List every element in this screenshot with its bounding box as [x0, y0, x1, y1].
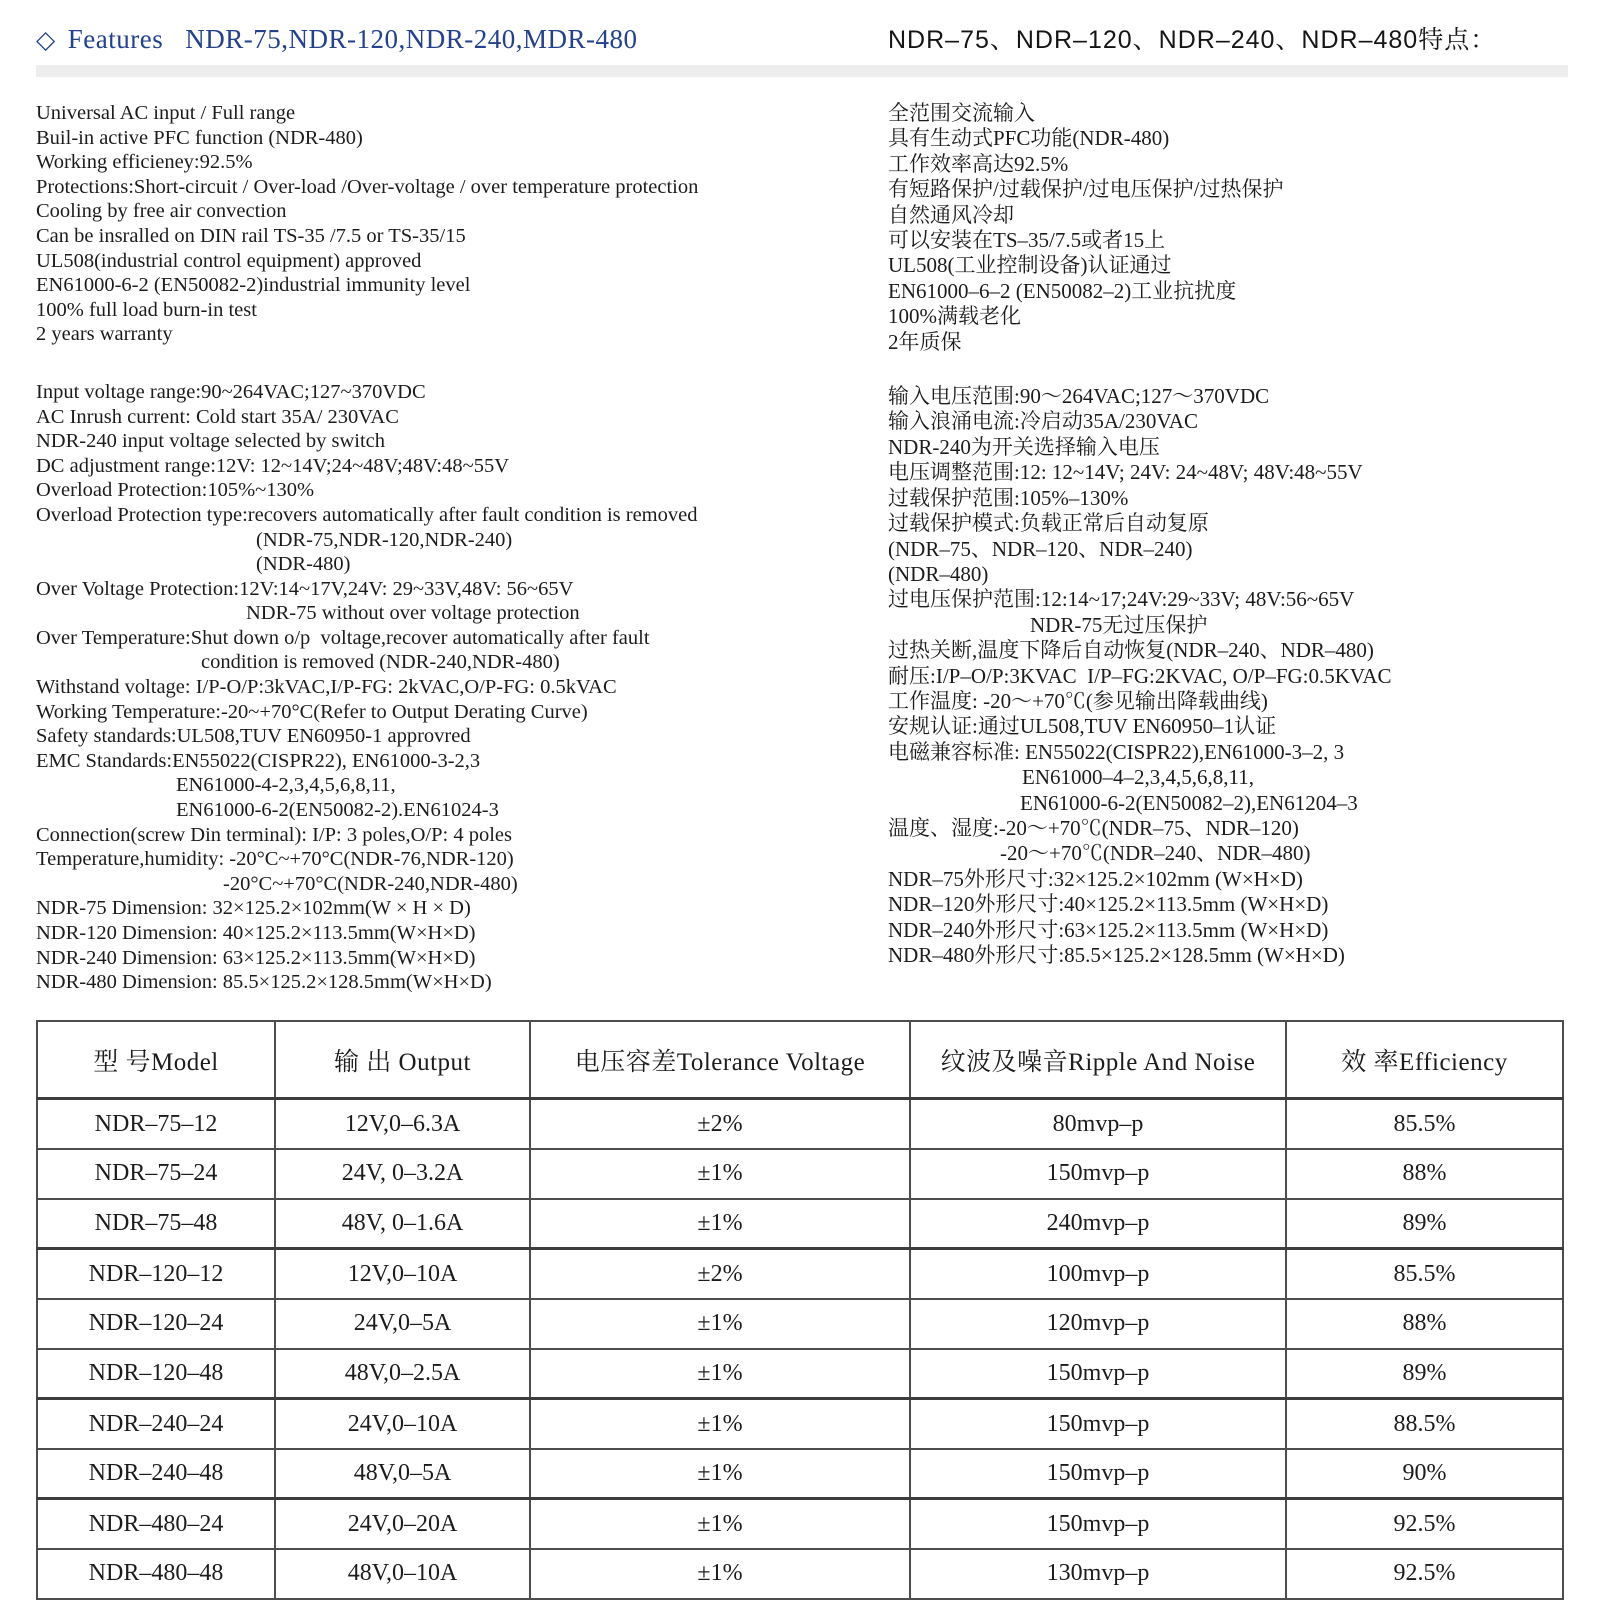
- divider-bar: [36, 65, 1568, 77]
- tolerance-cell: ±2%: [530, 1249, 910, 1299]
- tolerance-cell: ±1%: [530, 1549, 910, 1599]
- ripple-cell: 150mvp–p: [910, 1149, 1286, 1199]
- feature-line: AC Inrush current: Cold start 35A/ 230VAC: [36, 405, 399, 428]
- feature-line: EN61000–6–2 (EN50082–2)工业抗扰度: [888, 278, 1237, 303]
- efficiency-cell: 88%: [1286, 1149, 1563, 1199]
- efficiency-cell: 88%: [1286, 1299, 1563, 1349]
- feature-line: Working Temperature:-20~+70°C(Refer to Output Derating Curve): [36, 700, 588, 723]
- feature-line: (NDR–480): [888, 561, 989, 586]
- feature-line: Overload Protection:105%~130%: [36, 479, 315, 502]
- feature-line: NDR-480 Dimension: 85.5×125.2×128.5mm(W×H×D): [36, 971, 492, 994]
- feature-line: EMC Standards:EN55022(CISPR22), EN61000-3-2,3: [36, 749, 481, 772]
- feature-line: 有短路保护/过载保护/过电压保护/过热保护: [888, 177, 1284, 202]
- output-cell: 48V, 0–1.6A: [275, 1199, 530, 1249]
- feature-line: (NDR-480): [256, 553, 351, 576]
- output-cell: 24V,0–10A: [275, 1399, 530, 1449]
- feature-line: UL508(工业控制设备)认证通过: [888, 253, 1172, 278]
- tolerance-cell: ±1%: [530, 1399, 910, 1449]
- table-row: [37, 1549, 1563, 1599]
- feature-line: Working efficieney:92.5%: [36, 151, 253, 174]
- features-zh-block1: [888, 101, 1580, 355]
- model-cell: NDR–240–48: [37, 1449, 275, 1499]
- feature-line: 全范围交流输入: [888, 101, 1035, 125]
- table-row: [37, 1249, 1563, 1299]
- feature-line: (NDR–75、NDR–120、NDR–240): [888, 536, 1193, 561]
- feature-line: Protections:Short-circuit / Over-load /Over-voltage / over temperature protection: [36, 175, 699, 198]
- feature-line: 安规认证:通过UL508,TUV EN60950–1认证: [888, 714, 1277, 739]
- model-cell: NDR–120–24: [37, 1299, 275, 1349]
- feature-line: Over Temperature:Shut down o/p voltage,recover automatically after fault: [36, 626, 650, 649]
- diamond-icon: ◇: [36, 27, 56, 54]
- feature-line: 过载保护范围:105%–130%: [888, 485, 1129, 510]
- features-en-block2: [36, 380, 888, 995]
- tolerance-cell: ±1%: [530, 1299, 910, 1349]
- ripple-cell: 100mvp–p: [910, 1249, 1286, 1299]
- output-cell: 12V,0–6.3A: [275, 1099, 530, 1149]
- feature-line: Cooling by free air convection: [36, 200, 287, 223]
- feature-line: 100%满载老化: [888, 304, 1021, 329]
- ripple-cell: 150mvp–p: [910, 1349, 1286, 1399]
- model-cell: NDR–480–48: [37, 1549, 275, 1599]
- model-cell: NDR–480–24: [37, 1499, 275, 1549]
- feature-line: -20°C~+70°C(NDR-240,NDR-480): [223, 872, 518, 895]
- feature-line: EN61000–4–2,3,4,5,6,8,11,: [1022, 765, 1254, 790]
- efficiency-cell: 85.5%: [1286, 1099, 1563, 1149]
- feature-line: 温度、湿度:-20～+70℃(NDR–75、NDR–120): [888, 815, 1299, 840]
- model-cell: NDR–75–12: [37, 1099, 275, 1149]
- features-zh-block2: [888, 384, 1580, 968]
- ripple-cell: 150mvp–p: [910, 1449, 1286, 1499]
- model-cell: NDR–120–12: [37, 1249, 275, 1299]
- table-row: [37, 1149, 1563, 1199]
- ripple-cell: 80mvp–p: [910, 1099, 1286, 1149]
- ripple-cell: 150mvp–p: [910, 1399, 1286, 1449]
- feature-line: 工作温度: -20～+70℃(参见输出降载曲线): [888, 688, 1268, 713]
- feature-line: 耐压:I/P–O/P:3KVAC I/P–FG:2KVAC, O/P–FG:0.5KVAC: [888, 663, 1392, 688]
- output-cell: 24V, 0–3.2A: [275, 1149, 530, 1199]
- feature-line: (NDR-75,NDR-120,NDR-240): [256, 528, 513, 551]
- tolerance-cell: ±1%: [530, 1499, 910, 1549]
- feature-columns: [36, 101, 1580, 995]
- table-row: [37, 1499, 1563, 1549]
- feature-line: NDR-75 Dimension: 32×125.2×102mm(W × H × D): [36, 897, 471, 920]
- efficiency-cell: 92.5%: [1286, 1549, 1563, 1599]
- model-list-en: NDR-75,NDR-120,NDR-240,MDR-480: [185, 24, 638, 54]
- feature-line: 电压调整范围:12: 12~14V; 24V: 24~48V; 48V:48~55V: [888, 460, 1363, 485]
- feature-line: Safety standards:UL508,TUV EN60950-1 approvred: [36, 725, 471, 748]
- feature-line: NDR–480外形尺寸:85.5×125.2×128.5mm (W×H×D): [888, 943, 1345, 967]
- feature-line: 输入浪涌电流:冷启动35A/230VAC: [888, 409, 1198, 434]
- features-label: Features: [67, 24, 164, 54]
- feature-line: NDR–240外形尺寸:63×125.2×113.5mm (W×H×D): [888, 917, 1329, 942]
- page-header: [36, 20, 1580, 56]
- feature-line: Input voltage range:90~264VAC;127~370VDC: [36, 380, 426, 403]
- feature-line: EN61000-6-2 (EN50082-2)industrial immunity level: [36, 274, 471, 297]
- output-cell: 24V,0–5A: [275, 1299, 530, 1349]
- tolerance-cell: ±2%: [530, 1099, 910, 1149]
- table-row: [37, 1349, 1563, 1399]
- feature-line: NDR-240为开关选择输入电压: [888, 434, 1160, 459]
- feature-line: -20～+70℃(NDR–240、NDR–480): [1000, 841, 1311, 866]
- features-en-block1: [36, 101, 888, 347]
- tolerance-cell: ±1%: [530, 1149, 910, 1199]
- feature-line: NDR-240 input voltage selected by switch: [36, 430, 386, 453]
- header-title-en: [36, 24, 888, 55]
- table-row: [37, 1449, 1563, 1499]
- table-row: [37, 1099, 1563, 1149]
- feature-line: 输入电压范围:90～264VAC;127～370VDC: [888, 384, 1270, 409]
- feature-line: Overload Protection type:recovers automatically after fault condition is removed: [36, 503, 698, 526]
- efficiency-cell: 89%: [1286, 1199, 1563, 1249]
- feature-line: NDR–120外形尺寸:40×125.2×113.5mm (W×H×D): [888, 892, 1329, 917]
- features-column-chinese: [888, 101, 1580, 995]
- feature-line: 2年质保: [888, 329, 962, 354]
- feature-line: EN61000-4-2,3,4,5,6,8,11,: [176, 774, 396, 797]
- spec-table-head: [37, 1021, 1563, 1099]
- tolerance-cell: ±1%: [530, 1449, 910, 1499]
- efficiency-cell: 89%: [1286, 1349, 1563, 1399]
- model-cell: NDR–240–24: [37, 1399, 275, 1449]
- col-header-efficiency: 效 率Efficiency: [1286, 1021, 1563, 1099]
- feature-line: 具有生动式PFC功能(NDR-480): [888, 126, 1170, 151]
- efficiency-cell: 90%: [1286, 1449, 1563, 1499]
- feature-line: 100% full load burn-in test: [36, 298, 257, 321]
- feature-line: 电磁兼容标准: EN55022(CISPR22),EN61000-3–2, 3: [888, 739, 1345, 764]
- feature-line: NDR-120 Dimension: 40×125.2×113.5mm(W×H×D): [36, 922, 476, 944]
- feature-line: NDR-75无过压保护: [1030, 612, 1208, 637]
- output-cell: 24V,0–20A: [275, 1499, 530, 1549]
- feature-line: Temperature,humidity: -20°C~+70°C(NDR-76,NDR-120): [36, 848, 514, 871]
- model-cell: NDR–120–48: [37, 1349, 275, 1399]
- feature-line: 过热关断,温度下降后自动恢复(NDR–240、NDR–480): [888, 638, 1374, 663]
- feature-line: NDR–75外形尺寸:32×125.2×102mm (W×H×D): [888, 866, 1303, 891]
- output-cell: 48V,0–10A: [275, 1549, 530, 1599]
- feature-line: Buil-in active PFC function (NDR-480): [36, 126, 363, 149]
- feature-line: NDR-240 Dimension: 63×125.2×113.5mm(W×H×D): [36, 946, 476, 969]
- efficiency-cell: 85.5%: [1286, 1249, 1563, 1299]
- output-cell: 12V,0–10A: [275, 1249, 530, 1299]
- col-header-output: 输 出 Output: [275, 1021, 530, 1099]
- feature-line: 2 years warranty: [36, 323, 173, 346]
- col-header-ripple: 纹波及噪音Ripple And Noise: [910, 1021, 1286, 1099]
- efficiency-cell: 88.5%: [1286, 1399, 1563, 1449]
- feature-line: Universal AC input / Full range: [36, 102, 296, 124]
- feature-line: Withstand voltage: I/P-O/P:3kVAC,I/P-FG: 2kVAC,O/P-FG: 0.5kVAC: [36, 676, 617, 699]
- spec-table-wrap: [36, 1020, 1580, 1600]
- model-cell: NDR–75–24: [37, 1149, 275, 1199]
- table-row: [37, 1299, 1563, 1349]
- spec-table-header-row: [37, 1021, 1563, 1099]
- spec-table-body: [37, 1099, 1563, 1599]
- feature-line: UL508(industrial control equipment) approved: [36, 249, 422, 272]
- output-cell: 48V,0–2.5A: [275, 1349, 530, 1399]
- ripple-cell: 240mvp–p: [910, 1199, 1286, 1249]
- features-column-english: [36, 101, 888, 995]
- feature-line: Can be insralled on DIN rail TS-35 /7.5 or TS-35/15: [36, 224, 466, 247]
- feature-line: 过电压保护范围:12:14~17;24V:29~33V; 48V:56~65V: [888, 587, 1355, 612]
- feature-line: 可以安装在TS–35/7.5或者15上: [888, 228, 1166, 253]
- table-row: [37, 1199, 1563, 1249]
- output-cell: 48V,0–5A: [275, 1449, 530, 1499]
- efficiency-cell: 92.5%: [1286, 1499, 1563, 1549]
- col-header-model: 型 号Model: [37, 1021, 275, 1099]
- ripple-cell: 150mvp–p: [910, 1499, 1286, 1549]
- feature-line: Connection(screw Din terminal): I/P: 3 poles,O/P: 4 poles: [36, 823, 512, 846]
- spec-table: [36, 1020, 1564, 1600]
- model-cell: NDR–75–48: [37, 1199, 275, 1249]
- feature-line: NDR-75 without over voltage protection: [246, 602, 580, 625]
- ripple-cell: 130mvp–p: [910, 1549, 1286, 1599]
- feature-line: 过载保护模式:负载正常后自动复原: [888, 511, 1209, 536]
- col-header-tolerance: 电压容差Tolerance Voltage: [530, 1021, 910, 1099]
- ripple-cell: 120mvp–p: [910, 1299, 1286, 1349]
- tolerance-cell: ±1%: [530, 1349, 910, 1399]
- feature-line: DC adjustment range:12V: 12~14V;24~48V;48V:48~55V: [36, 454, 510, 477]
- feature-line: EN61000-6-2(EN50082–2),EN61204–3: [1020, 790, 1358, 815]
- feature-line: EN61000-6-2(EN50082-2).EN61024-3: [176, 799, 499, 822]
- tolerance-cell: ±1%: [530, 1199, 910, 1249]
- feature-line: 工作效率高达92.5%: [888, 151, 1069, 176]
- table-row: [37, 1399, 1563, 1449]
- header-title-zh: NDR–75、NDR–120、NDR–240、NDR–480特点：: [888, 26, 1497, 54]
- feature-line: Over Voltage Protection:12V:14~17V,24V: 29~33V,48V: 56~65V: [36, 577, 574, 600]
- feature-line: 自然通风冷却: [888, 202, 1014, 227]
- feature-line: condition is removed (NDR-240,NDR-480): [201, 651, 560, 674]
